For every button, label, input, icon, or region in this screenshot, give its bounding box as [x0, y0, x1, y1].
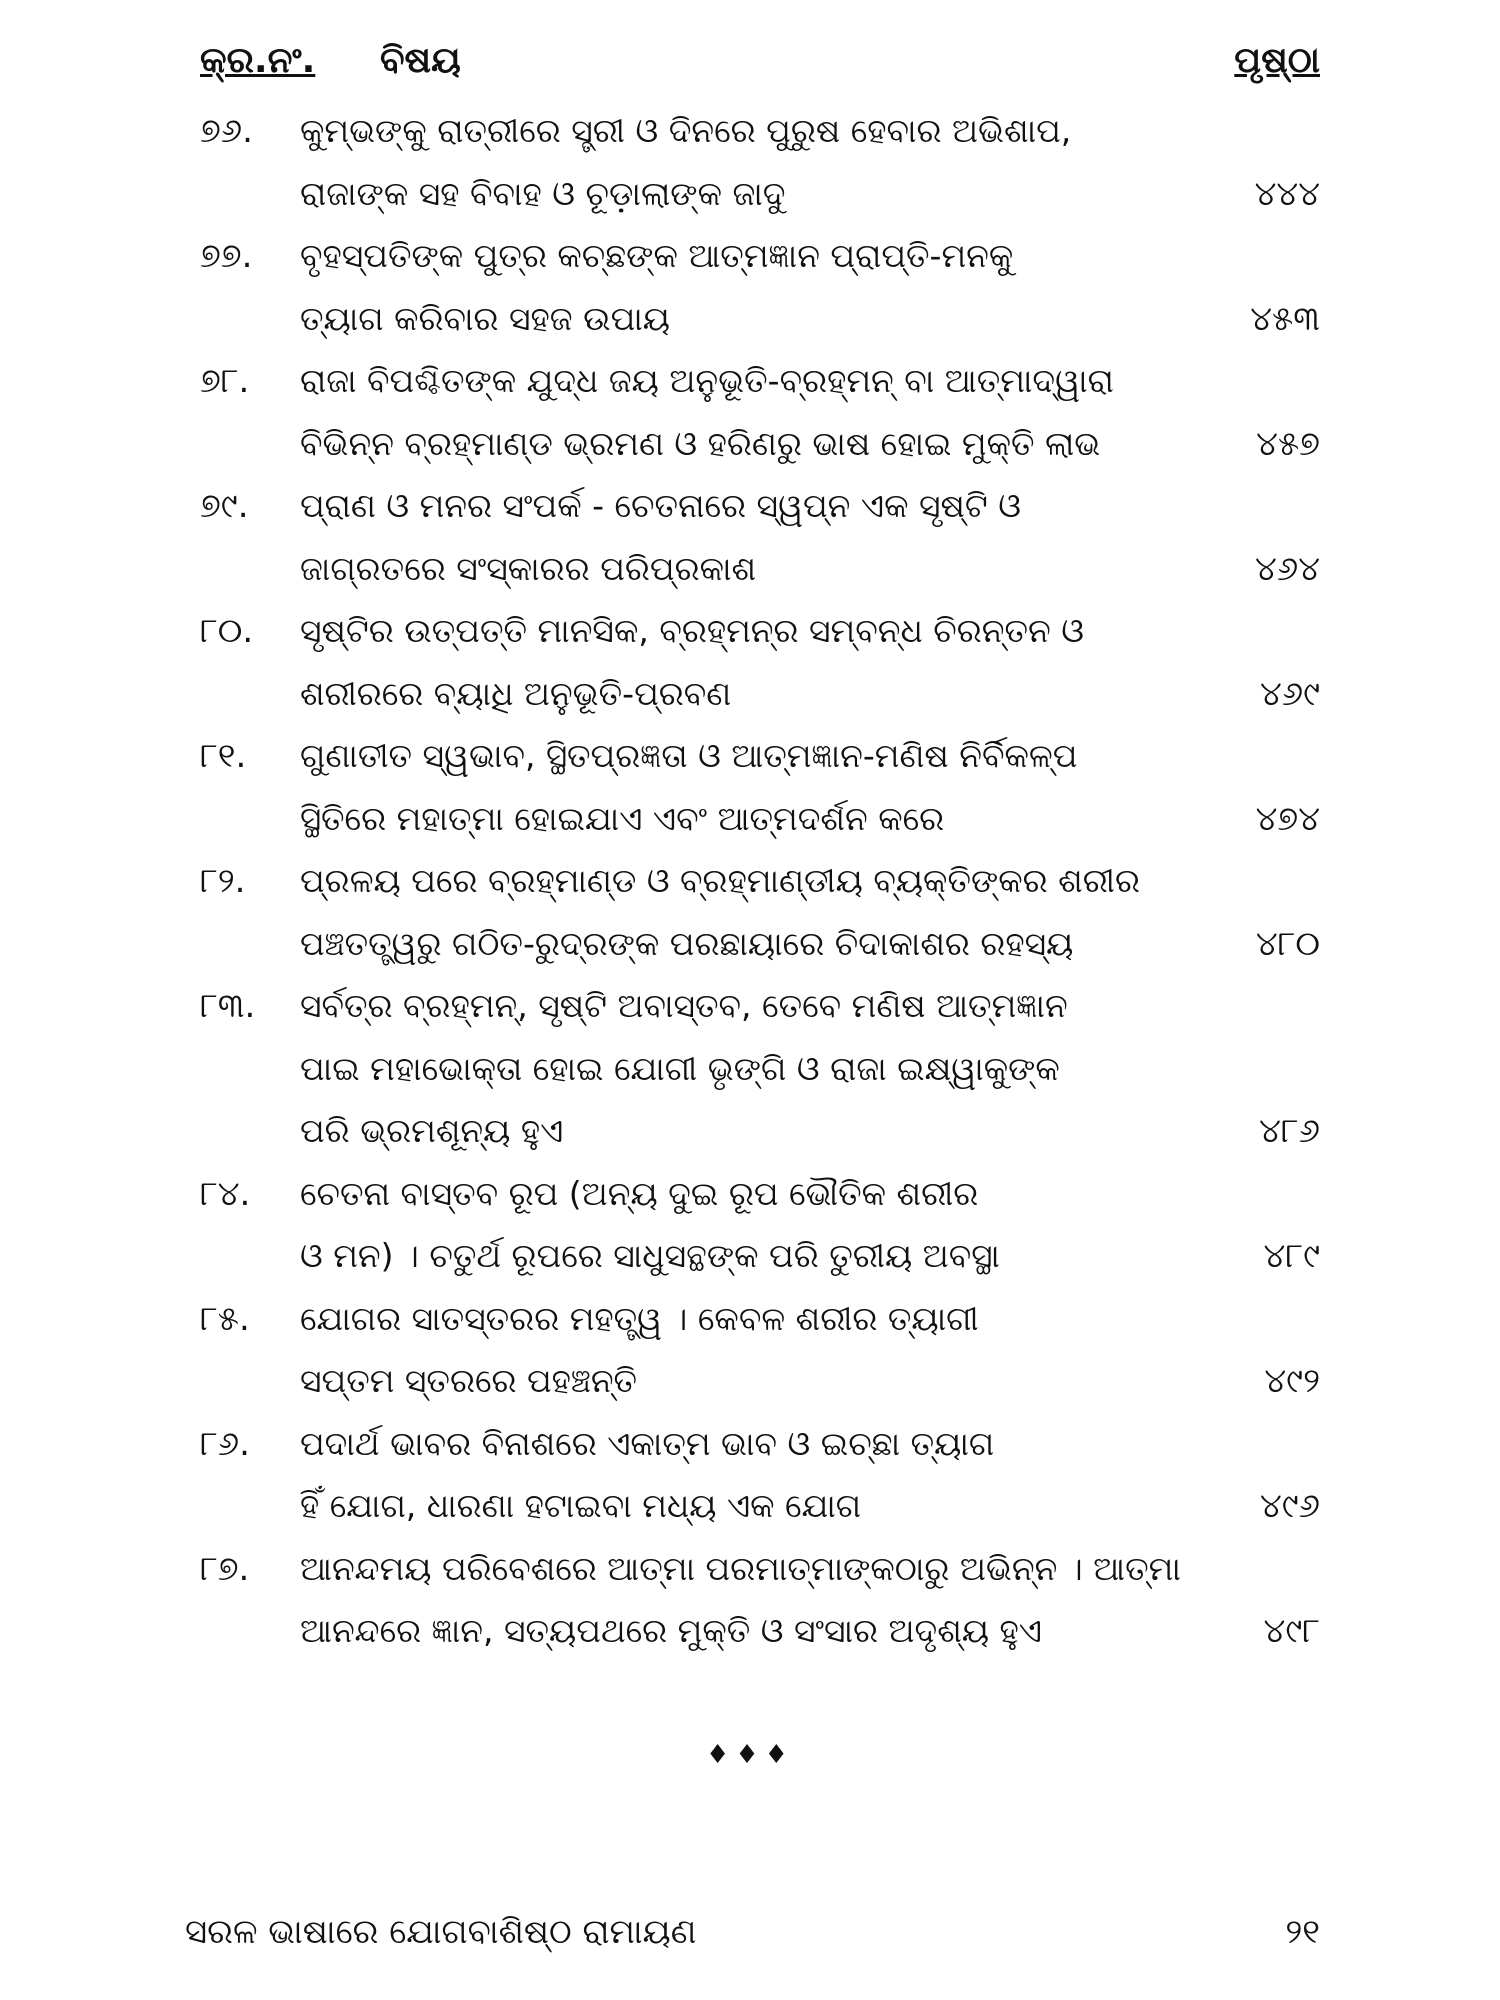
entry-title-line: ବୃହସ୍ପତିଙ୍କ ପୁତ୍ର କଚ୍ଛଙ୍କ ଆତ୍ମଜ୍ଞାନ ପ୍ରାପ୍ତି-ମନକୁ — [300, 236, 1014, 275]
entry-title-line: ଶରୀରରେ ବ୍ୟାଧି ଅନୁଭୂତି-ପ୍ରବଣ — [300, 673, 732, 713]
toc-entry — [200, 1413, 1320, 1538]
entry-title-line: ପ୍ରଳୟ ପରେ ବ୍ରହ୍ମାଣ୍ଡ ଓ ବ୍ରହ୍ମାଣ୍ଡୀୟ ବ୍ୟକ୍ତିଙ୍କର ଶରୀର — [300, 861, 1140, 900]
entry-title — [300, 350, 1200, 475]
entry-title — [300, 100, 1200, 225]
entry-page-number: ୪୯୬ — [1259, 1486, 1320, 1526]
entry-title-line: ସପ୍ତମ ସ୍ତରରେ ପହଞ୍ଚନ୍ତି — [300, 1361, 638, 1400]
entry-title — [300, 1288, 1200, 1413]
entry-page-number: ୪୫୩ — [1250, 298, 1320, 339]
entry-number: ୭୬. — [200, 111, 253, 151]
entry-title-line: ଆନନ୍ଦରେ ଜ୍ଞାନ, ସତ୍ୟପଥରେ ମୁକ୍ତି ଓ ସଂସାର ଅଦୃଶ୍ୟ ହୁଏ — [300, 1611, 1042, 1650]
ornament-divider: ♦♦♦ — [706, 1740, 794, 1770]
toc-entry — [200, 975, 1320, 1163]
entry-page-number: ୪୮୦ — [1255, 923, 1320, 964]
toc-entry — [200, 1538, 1320, 1663]
entry-title — [300, 850, 1200, 975]
entry-page-number: ୪୭୪ — [1255, 798, 1320, 839]
toc-entry — [200, 225, 1320, 350]
entry-title-line: ଆନନ୍ଦମୟ ପରିବେଶରେ ଆତ୍ମା ପରମାତ୍ମାଙ୍କଠାରୁ ଅଭିନ୍ନ । ଆତ୍ମା — [300, 1548, 1181, 1588]
entry-title — [300, 600, 1200, 725]
page-number: ୨୧ — [1285, 1912, 1320, 1952]
entry-title — [300, 1413, 1200, 1538]
toc-header — [200, 40, 1320, 90]
entry-number: ୮୭. — [200, 1548, 250, 1589]
entry-page-number: ୪୮୯ — [1263, 1236, 1320, 1276]
entry-page-number: ୪୯୨ — [1264, 1361, 1320, 1401]
entry-number: ୮୧. — [200, 736, 247, 776]
entry-title-line: ହିଁ ଯୋଗ, ଧାରଣା ହଟାଇବା ମଧ୍ୟ ଏକ ଯୋଗ — [300, 1486, 862, 1525]
entry-title-line: ଜାଗ୍ରତରେ ସଂସ୍କାରର ପରିପ୍ରକାଶ — [300, 548, 757, 588]
toc-entry — [200, 725, 1320, 850]
entry-page-number: ୪୪୪ — [1254, 173, 1320, 214]
entry-title-line: କୁମ୍ଭଙ୍କୁ ରାତ୍ରୀରେ ସ୍ତ୍ରୀ ଓ ଦିନରେ ପୁରୁଷ ହେବାର ଅଭିଶାପ, — [300, 111, 1072, 150]
entry-title — [300, 725, 1200, 850]
toc-entry — [200, 850, 1320, 975]
entry-number: ୮୦. — [200, 611, 254, 651]
entry-page-number: ୪୬୪ — [1255, 548, 1320, 589]
entry-number: ୮୫. — [200, 1298, 250, 1339]
entry-title-line: ବିଭିନ୍ନ ବ୍ରହ୍ମାଣ୍ଡ ଭ୍ରମଣ ଓ ହରିଣରୁ ଭାଷ ହୋଇ ମୁକ୍ତି ଲାଭ — [300, 423, 1101, 463]
toc-list — [200, 100, 1320, 1663]
toc-entry — [200, 350, 1320, 475]
entry-title — [300, 225, 1200, 350]
entry-title — [300, 975, 1200, 1163]
entry-number: ୮୨. — [200, 861, 246, 901]
toc-entry — [200, 1288, 1320, 1413]
entry-page-number: ୪୮୬ — [1259, 1111, 1320, 1151]
entry-title — [300, 475, 1200, 600]
book-title: ସରଳ ଭାଷାରେ ଯୋଗବାଶିଷ୍ଠ ରାମାୟଣ — [185, 1912, 697, 1952]
entry-number: ୮୪. — [200, 1173, 251, 1214]
entry-title-line: ସର୍ବତ୍ର ବ୍ରହ୍ମନ୍, ସୃଷ୍ଟି ଅବାସ୍ତବ, ତେବେ ମଣିଷ ଆତ୍ମଜ୍ଞାନ — [300, 986, 1068, 1025]
entry-title-line: ଗୁଣାତୀତ ସ୍ୱଭାବ, ସ୍ଥିତପ୍ରଜ୍ଞତା ଓ ଆତ୍ମଜ୍ଞାନ-ମଣିଷ ନିର୍ବିକଳ୍ପ — [300, 736, 1078, 775]
toc-entry — [200, 100, 1320, 225]
serial-number-heading: କ୍ର.ନଂ. — [200, 40, 316, 81]
entry-title-line: ପାଇ ମହାଭୋକ୍ତା ହୋଇ ଯୋଗୀ ଭୃଙ୍ଗି ଓ ରାଜା ଇକ୍ଷ୍ୱାକୁଙ୍କ — [300, 1048, 1060, 1088]
entry-page-number: ୪୫୭ — [1256, 423, 1320, 464]
entry-number: ୭୯. — [200, 486, 249, 526]
entry-title-line: ପଦାର୍ଥ ଭାବର ବିନାଶରେ ଏକାତ୍ମ ଭାବ ଓ ଇଚ୍ଛା ତ୍ୟାଗ — [300, 1423, 995, 1463]
entry-title — [300, 1163, 1200, 1288]
toc-entry — [200, 1163, 1320, 1288]
entry-title-line: ସ୍ଥିତିରେ ମହାତ୍ମା ହୋଇଯାଏ ଏବଂ ଆତ୍ମଦର୍ଶନ କରେ — [300, 798, 945, 838]
entry-title — [300, 1538, 1200, 1663]
subject-heading: ବିଷୟ — [380, 40, 461, 81]
entry-number: ୭୭. — [200, 236, 253, 276]
entry-title-line: ପ୍ରାଣ ଓ ମନର ସଂପର୍କ - ଚେତନାରେ ସ୍ୱପ୍ନ ଏକ ସୃଷ୍ଟି ଓ — [300, 486, 1021, 525]
entry-title-line: ଯୋଗର ସାତସ୍ତରର ମହତ୍ତ୍ୱ । କେବଳ ଶରୀର ତ୍ୟାଗୀ — [300, 1298, 979, 1338]
entry-title-line: ପରି ଭ୍ରମଶୂନ୍ୟ ହୁଏ — [300, 1111, 564, 1150]
entry-number: ୮୩. — [200, 986, 256, 1026]
toc-entry — [200, 475, 1320, 600]
entry-title-line: ଚେତନା ବାସ୍ତବ ରୂପ (ଅନ୍ୟ ଦୁଇ ରୂପ ଭୌତିକ ଶରୀର — [300, 1173, 979, 1213]
entry-title-line: ଓ ମନ) । ଚତୁର୍ଥ ରୂପରେ ସାଧୁସନ୍ଥଙ୍କ ପରି ତୁରୀୟ ଅବସ୍ଥା — [300, 1236, 1000, 1275]
page-heading: ପୃଷ୍ଠା — [1234, 40, 1320, 81]
entry-title-line: ତ୍ୟାଗ କରିବାର ସହଜ ଉପାୟ — [300, 298, 671, 338]
toc-entry — [200, 600, 1320, 725]
entry-page-number: ୪୬୯ — [1259, 673, 1320, 714]
page-footer — [185, 1912, 1320, 1962]
entry-title-line: ରାଜାଙ୍କ ସହ ବିବାହ ଓ ଚୂଡ଼ାଲାଙ୍କ ଜାଦୁ — [300, 173, 786, 213]
entry-title-line: ପଞ୍ଚତତ୍ତ୍ୱରୁ ଗଠିତ-ରୁଦ୍ରଙ୍କ ପରଛାୟାରେ ଚିଦାକାଶର ରହସ୍ୟ — [300, 923, 1074, 963]
entry-number: ୮୬. — [200, 1423, 250, 1464]
entry-page-number: ୪୯୮ — [1263, 1611, 1320, 1651]
entry-title-line: ରାଜା ବିପଶ୍ଚିତଙ୍କ ଯୁଦ୍ଧ ଜୟ ଅନୁଭୂତି-ବ୍ରହ୍ମନ୍ ବା ଆତ୍ମାଦ୍ୱାରା — [300, 361, 1114, 400]
entry-title-line: ସୃଷ୍ଟିର ଉତ୍ପତ୍ତି ମାନସିକ, ବ୍ରହ୍ମନ୍‌ର ସମ୍ବନ୍ଧ ଚିରନ୍ତନ ଓ — [300, 611, 1084, 650]
entry-number: ୭୮. — [200, 361, 250, 401]
